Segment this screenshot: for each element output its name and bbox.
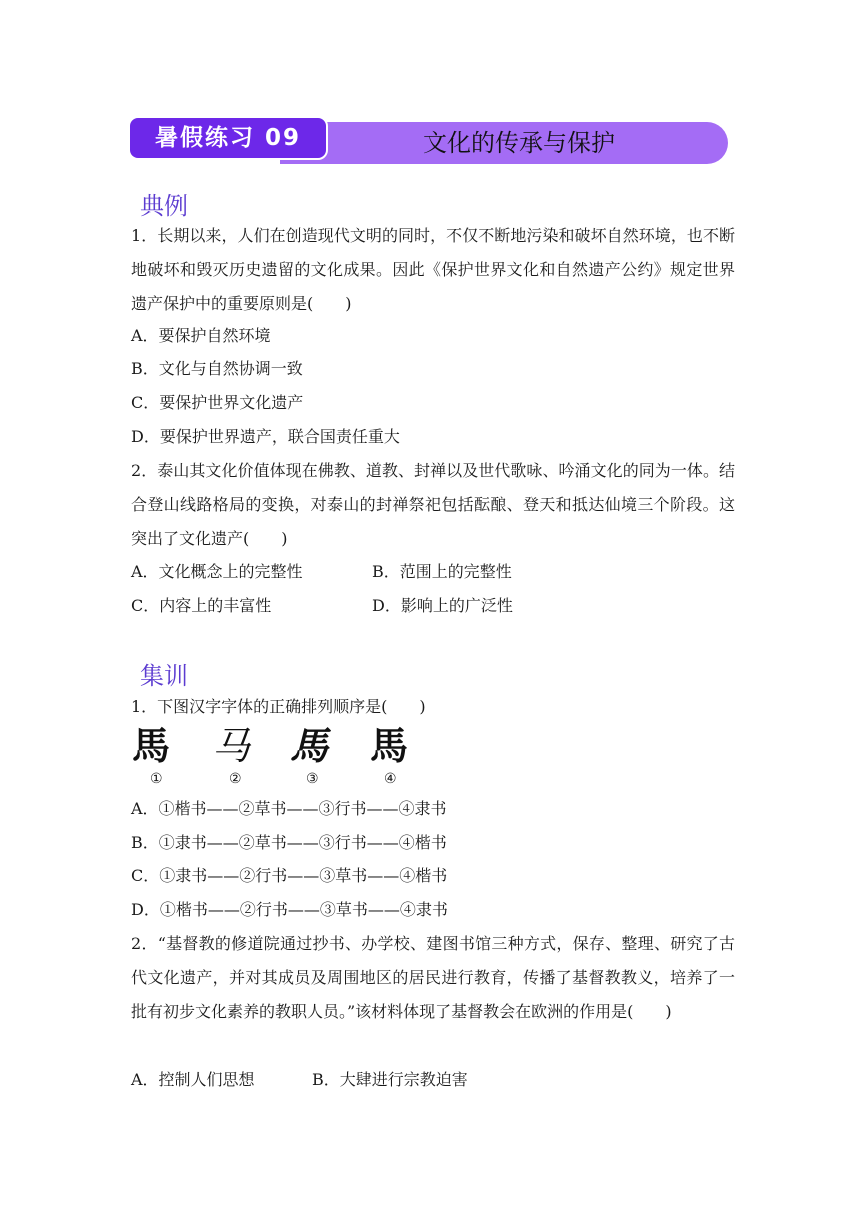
question-text: 1．长期以来，人们在创造现代文明的同时，不仅不断地污染和破坏自然环境，也不断地破坏和毁灭历史遗留的文化成果。因此《保护世界文化和自然遗产公约》规定世界遗产保护中的重要原则是( ) — [131, 226, 735, 313]
question-text: 1．下图汉字字体的正确排列顺序是( ) — [131, 697, 426, 716]
option-c: C．①隶书——②行书——③草书——④楷书 — [131, 866, 448, 885]
header-banner — [130, 118, 728, 168]
exercise-tag: 暑假练习 09 — [130, 118, 326, 158]
glyph-4: 馬 — [370, 723, 409, 768]
section-heading-training: 集训 — [140, 662, 188, 690]
option-a: A．控制人们思想 — [131, 1070, 255, 1089]
option-d: D．要保护世界遗产，联合国责任重大 — [131, 427, 400, 446]
option-b: B．大肆进行宗教迫害 — [312, 1070, 468, 1089]
glyph-number-3: ③ — [306, 771, 319, 787]
option-a: A．文化概念上的完整性 — [131, 562, 303, 581]
option-a: A．要保护自然环境 — [131, 326, 271, 345]
question-text: 2．“基督教的修道院通过抄书、办学校、建图书馆三种方式，保存、整理、研究了古代文化遗产，并对其成员及周围地区的居民进行教育，传播了基督教教义，培养了一批有初步文化素养的教职人员。”该材料体现了基督教会在欧洲的作用是( ) — [131, 934, 735, 1021]
section-heading-example: 典例 — [140, 192, 188, 220]
glyph-3: 馬 — [290, 723, 329, 768]
option-b: B．文化与自然协调一致 — [131, 359, 303, 378]
option-c: C．内容上的丰富性 — [131, 596, 272, 615]
option-c: C．要保护世界文化遗产 — [131, 393, 304, 412]
page-title: 文化的传承与保护 — [423, 129, 615, 157]
character-script-figure — [130, 723, 430, 788]
glyph-2: 马 — [212, 724, 251, 768]
option-b: B．①隶书——②草书——③行书——④楷书 — [131, 833, 447, 852]
glyph-number-1: ① — [150, 771, 163, 787]
glyph-number-2: ② — [229, 771, 242, 787]
option-b: B．范围上的完整性 — [372, 562, 512, 581]
question-text: 2．泰山其文化价值体现在佛教、道教、封禅以及世代歌咏、吟涌文化的同为一体。结合登山线路格局的变换，对泰山的封禅祭祀包括酝酿、登天和抵达仙境三个阶段。这突出了文化遗产( ) — [131, 461, 735, 548]
glyph-number-4: ④ — [384, 771, 397, 787]
option-d: D．①楷书——②行书——③草书——④隶书 — [131, 900, 448, 919]
option-a: A．①楷书——②草书——③行书——④隶书 — [131, 799, 447, 818]
option-d: D．影响上的广泛性 — [372, 596, 513, 615]
glyph-1: 馬 — [132, 723, 171, 768]
